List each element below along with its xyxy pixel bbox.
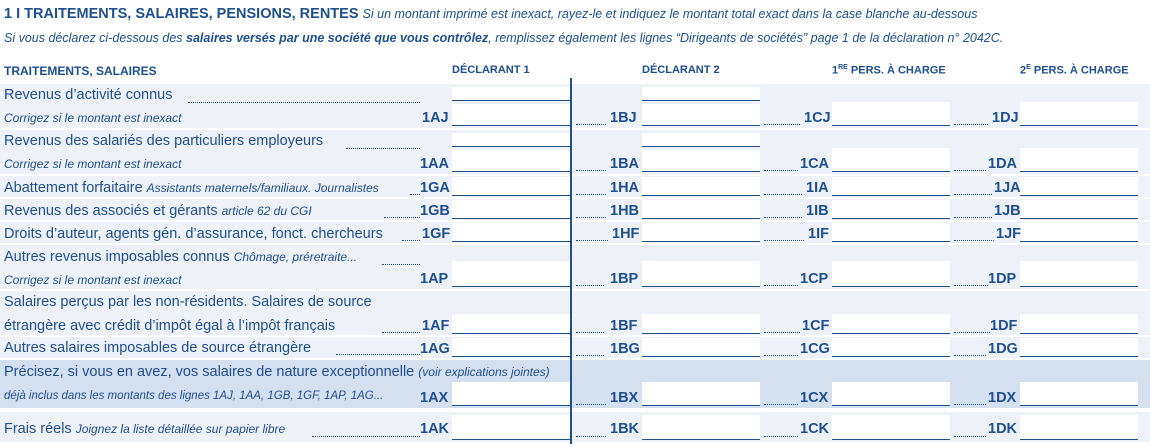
leader-dots — [764, 285, 798, 286]
input-1cx[interactable] — [832, 382, 950, 406]
code-label: 1DK — [988, 421, 1018, 437]
input-1ba[interactable] — [642, 150, 760, 172]
leader-dots — [576, 436, 606, 437]
leader-dots — [402, 240, 420, 241]
leader-dots — [382, 264, 420, 265]
frais-reels-text: Frais réels — [4, 421, 72, 437]
leader-dots — [954, 355, 986, 356]
leader-dots — [764, 170, 798, 171]
input-1ca[interactable] — [832, 148, 950, 172]
code-label: 1BP — [610, 271, 639, 287]
code-label: 1HA — [610, 180, 640, 196]
input-1ba-printed[interactable] — [642, 133, 760, 147]
leader-dots — [382, 332, 420, 333]
code-label: 1CP — [800, 271, 829, 287]
col-declarant-2: DÉCLARANT 2 — [642, 64, 720, 76]
code-label: 1DP — [988, 271, 1017, 287]
code-label: 1IA — [806, 180, 829, 196]
leader-dots — [954, 404, 986, 405]
leader-dots — [576, 285, 604, 286]
input-1aa[interactable] — [452, 150, 570, 172]
input-1ap[interactable] — [452, 261, 570, 287]
input-1bk[interactable] — [642, 415, 760, 440]
code-label: 1DF — [990, 318, 1018, 334]
input-1ak[interactable] — [452, 415, 570, 440]
leader-dots — [764, 240, 804, 241]
leader-dots — [188, 102, 420, 103]
col-pac-2-rest: PERS. À CHARGE — [1030, 64, 1129, 77]
associes-text: Revenus des associés et gérants — [4, 203, 218, 219]
input-1aa-printed[interactable] — [452, 133, 570, 147]
exceptionnels-text: Précisez, si vous en avez, vos salaires de nature exceptionnelle — [4, 364, 415, 380]
code-label: 1AX — [420, 390, 449, 406]
input-1dj[interactable] — [1020, 102, 1138, 126]
input-1gf[interactable] — [452, 223, 570, 242]
code-label: 1GF — [422, 226, 451, 242]
label-corrigez-1: Corrigez si le montant est inexact — [4, 111, 182, 125]
input-1jb[interactable] — [1020, 200, 1138, 219]
input-1dp[interactable] — [1020, 261, 1138, 287]
code-label: 1IB — [806, 203, 829, 219]
section-title-text: 1 I TRAITEMENTS, SALAIRES, PENSIONS, RENTES — [4, 6, 359, 22]
leader-dots — [576, 332, 604, 333]
input-1af[interactable] — [452, 314, 570, 334]
code-label: 1HF — [612, 226, 640, 242]
col-pac-1-rest: PERS. À CHARGE — [847, 64, 946, 77]
leader-dots — [954, 170, 986, 171]
leader-dots — [576, 194, 606, 195]
input-1bp[interactable] — [642, 261, 760, 287]
col-pac-1-num: 1 — [832, 64, 839, 77]
col-pac-1 — [832, 64, 946, 77]
input-1df[interactable] — [1020, 314, 1138, 334]
leader-dots — [764, 194, 802, 195]
leader-dots — [764, 404, 798, 405]
input-1da[interactable] — [1020, 148, 1138, 172]
leader-dots — [346, 148, 420, 149]
leader-dots — [384, 217, 420, 218]
leader-dots — [576, 124, 606, 125]
col-pac-2-sup: E — [1026, 64, 1031, 71]
input-1ia[interactable] — [832, 177, 950, 196]
input-1aj[interactable] — [452, 104, 570, 126]
label-corrigez-2: Corrigez si le montant est inexact — [4, 157, 182, 171]
code-label: 1DJ — [992, 110, 1019, 126]
input-1cp[interactable] — [832, 261, 950, 287]
leader-dots — [576, 240, 608, 241]
code-label: 1DX — [988, 390, 1017, 406]
leader-dots — [954, 124, 988, 125]
label-deja-inclus: déjà inclus dans les montants des lignes 1AJ, 1AA, 1GB, 1GF, 1AP, 1AG... — [4, 390, 384, 402]
code-label: 1AG — [420, 341, 450, 357]
input-1ha[interactable] — [642, 177, 760, 196]
code-label: 1AK — [420, 421, 450, 437]
input-1jf[interactable] — [1020, 223, 1138, 242]
leader-dots — [954, 436, 986, 437]
col-pac-1-sup: RE — [838, 64, 848, 71]
leader-dots — [764, 436, 798, 437]
code-label: 1AJ — [422, 110, 449, 126]
leader-dots — [576, 404, 606, 405]
code-label: 1BJ — [610, 110, 637, 126]
leader-dots — [336, 354, 420, 355]
leader-dots — [954, 285, 988, 286]
code-label: 1AA — [420, 156, 450, 172]
code-label: 1JA — [994, 180, 1021, 196]
code-label: 1JF — [996, 226, 1021, 242]
code-label: 1BA — [610, 156, 640, 172]
label-associes — [4, 203, 312, 219]
label-revenus-activite: Revenus d’activité connus — [4, 87, 173, 103]
leader-dots — [954, 217, 992, 218]
note-after: , remplissez également les lignes “Dirigeants de sociétés” page 1 de la déclaration n° 2042C. — [488, 31, 1004, 45]
input-1ga[interactable] — [452, 177, 570, 196]
code-label: 1BX — [610, 390, 639, 406]
label-non-residents-2: étrangère avec crédit d’impôt égal à l’impôt français — [4, 318, 336, 334]
code-label: 1JB — [994, 203, 1021, 219]
input-1bj-printed[interactable] — [642, 87, 760, 101]
code-label: 1BF — [610, 318, 638, 334]
leader-dots — [954, 240, 994, 241]
label-droits-auteur: Droits d’auteur, agents gén. d’assurance, fonct. chercheurs — [4, 226, 383, 242]
section-title — [4, 6, 977, 22]
section-note — [4, 31, 1003, 45]
col-pac-2 — [1020, 64, 1129, 77]
input-1aj-printed[interactable] — [452, 87, 570, 101]
code-label: 1IF — [808, 226, 829, 242]
input-1bx[interactable] — [642, 382, 760, 406]
input-1bf[interactable] — [642, 314, 760, 334]
code-label: 1CG — [800, 341, 830, 357]
frais-reels-note: Joignez la liste détaillée sur papier libre — [75, 422, 286, 436]
code-label: 1CJ — [804, 110, 831, 126]
leader-dots — [954, 332, 990, 333]
group-title: TRAITEMENTS, SALAIRES — [4, 64, 157, 78]
label-frais-reels — [4, 421, 285, 437]
leader-dots — [576, 217, 606, 218]
leader-dots — [764, 217, 802, 218]
input-1gb[interactable] — [452, 200, 570, 219]
leader-dots — [954, 194, 992, 195]
code-label: 1AF — [422, 318, 450, 334]
code-label: 1CX — [800, 390, 829, 406]
input-1cf[interactable] — [832, 314, 950, 334]
leader-dots — [576, 170, 606, 171]
label-non-residents-1: Salaires perçus par les non-résidents. Salaires de source — [4, 294, 372, 310]
autres-revenus-text: Autres revenus imposables connus — [4, 249, 230, 265]
note-before: Si vous déclarez ci-dessous des — [4, 31, 187, 45]
code-label: 1BK — [610, 421, 640, 437]
code-label: 1BG — [610, 341, 640, 357]
code-label: 1DA — [988, 156, 1018, 172]
col-declarant-1: DÉCLARANT 1 — [452, 64, 530, 76]
input-1dk[interactable] — [1020, 415, 1138, 440]
label-corrigez-3: Corrigez si le montant est inexact — [4, 273, 182, 287]
input-1if[interactable] — [832, 223, 950, 242]
input-1bj[interactable] — [642, 104, 760, 126]
code-label: 1GA — [420, 180, 450, 196]
associes-note: article 62 du CGI — [221, 204, 312, 218]
declarant-separator — [570, 78, 572, 444]
abattement-note: Assistants maternels/familiaux. Journalistes — [146, 181, 379, 195]
input-1dg[interactable] — [1020, 338, 1138, 357]
input-1hb[interactable] — [642, 200, 760, 219]
leader-dots — [764, 355, 798, 356]
section-instruction: Si un montant imprimé est inexact, rayez-le et indiquez le montant total exact dans la case blanche au-dessous — [362, 7, 978, 21]
abattement-text: Abattement forfaitaire — [4, 180, 143, 196]
autres-revenus-note: Chômage, préretraite... — [233, 250, 358, 264]
exceptionnels-note: (voir explications jointes) — [418, 365, 550, 379]
input-1ax[interactable] — [452, 382, 570, 406]
leader-dots — [410, 194, 420, 195]
code-label: 1GB — [420, 203, 450, 219]
input-1ag[interactable] — [452, 338, 570, 357]
code-label: 1HB — [610, 203, 640, 219]
leader-dots — [312, 436, 420, 437]
leader-dots — [576, 355, 604, 356]
label-abattement — [4, 180, 379, 196]
input-1cj[interactable] — [832, 102, 950, 126]
code-label: 1CA — [800, 156, 830, 172]
code-label: 1AP — [420, 271, 449, 287]
note-bold: salaires versés par une société que vous contrôlez — [186, 31, 489, 45]
col-pac-2-num: 2 — [1020, 64, 1027, 77]
code-label: 1CF — [802, 318, 830, 334]
leader-dots — [764, 124, 800, 125]
input-1cg[interactable] — [832, 338, 950, 357]
label-autres-revenus — [4, 249, 357, 265]
label-source-etrangere: Autres salaires imposables de source étrangère — [4, 340, 312, 356]
code-label: 1DG — [988, 341, 1018, 357]
leader-dots — [764, 332, 800, 333]
input-1dx[interactable] — [1020, 382, 1138, 406]
code-label: 1CK — [800, 421, 830, 437]
input-1ck[interactable] — [832, 415, 950, 440]
label-exceptionnels — [4, 364, 550, 380]
input-1bg[interactable] — [642, 338, 760, 357]
input-1hf[interactable] — [642, 223, 760, 242]
input-1ib[interactable] — [832, 200, 950, 219]
input-1ja[interactable] — [1020, 177, 1138, 196]
label-salaries-particuliers: Revenus des salariés des particuliers employeurs — [4, 133, 324, 149]
